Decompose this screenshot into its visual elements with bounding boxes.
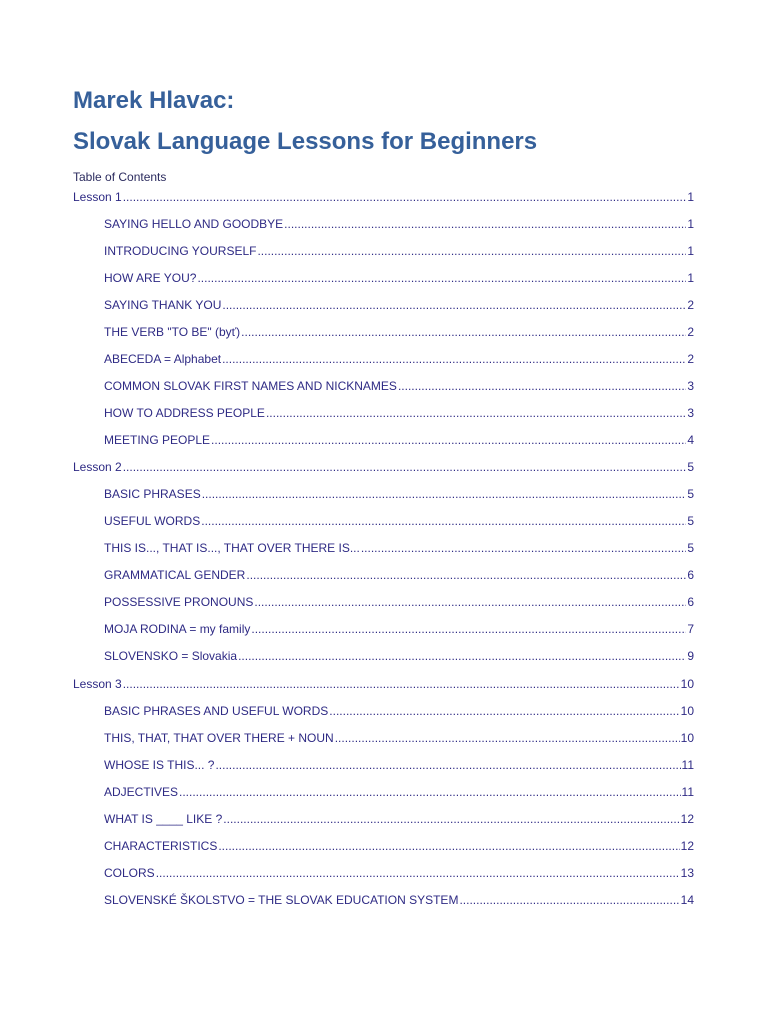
toc-dot-leader [201, 513, 686, 530]
toc-lesson-entry[interactable] [73, 189, 694, 206]
toc-entry-label: INTRODUCING YOURSELF [104, 244, 257, 258]
toc-dot-leader [215, 757, 680, 774]
toc-entry-label: SLOVENSKO = Slovakia [104, 649, 238, 663]
toc-page-number: 3 [687, 379, 694, 393]
toc-entry-label: GRAMMATICAL GENDER [104, 568, 246, 582]
toc-dot-leader [123, 676, 680, 693]
toc-entry-label: POSSESSIVE PRONOUNS [104, 595, 254, 609]
toc-entry-label: HOW TO ADDRESS PEOPLE [104, 406, 265, 420]
toc-entry-label: SAYING THANK YOU [104, 298, 222, 312]
toc-entry-label: MEETING PEOPLE [104, 433, 211, 447]
toc-entry-label: COMMON SLOVAK FIRST NAMES AND NICKNAMES [104, 379, 397, 393]
toc-entry-label: THIS, THAT, THAT OVER THERE + NOUN [104, 731, 334, 745]
toc-dot-leader [197, 270, 686, 287]
toc-page-number: 5 [687, 487, 694, 501]
toc-dot-leader [329, 703, 679, 720]
toc-page-number: 9 [687, 649, 694, 663]
toc-page-number: 13 [680, 866, 694, 880]
toc-dot-leader [156, 865, 680, 882]
toc-page-number: 7 [687, 622, 694, 636]
toc-dot-leader [284, 216, 686, 233]
document-title-author: Marek Hlavac: [73, 87, 235, 114]
toc-entry-label: HOW ARE YOU? [104, 271, 197, 285]
toc-entry-label: BASIC PHRASES [104, 487, 201, 501]
toc-page-number: 11 [681, 785, 694, 799]
toc-section-entry[interactable] [104, 405, 694, 422]
toc-dot-leader [202, 486, 687, 503]
toc-entry-label: Lesson 3 [73, 677, 122, 691]
toc-dot-leader [123, 189, 687, 206]
toc-page-number: 6 [687, 568, 694, 582]
toc-page-number: 5 [687, 460, 694, 474]
toc-dot-leader [241, 324, 686, 341]
toc-section-entry[interactable] [104, 594, 694, 611]
toc-page-number: 14 [680, 893, 694, 907]
document-title: Slovak Language Lessons for Beginners [73, 128, 538, 155]
toc-section-entry[interactable] [104, 892, 694, 909]
toc-page-number: 2 [687, 325, 694, 339]
toc-entry-label: THE VERB "TO BE" (byť) [104, 325, 241, 339]
toc-section-entry[interactable] [104, 730, 694, 747]
toc-page-number: 10 [680, 731, 694, 745]
toc-page-number: 1 [687, 217, 694, 231]
toc-page-number: 6 [687, 595, 694, 609]
toc-section-entry[interactable] [104, 270, 694, 287]
toc-page-number: 1 [687, 271, 694, 285]
toc-section-entry[interactable] [104, 811, 694, 828]
toc-dot-leader [251, 621, 686, 638]
toc-entry-label: USEFUL WORDS [104, 514, 201, 528]
toc-section-entry[interactable] [104, 378, 694, 395]
toc-section-entry[interactable] [104, 567, 694, 584]
toc-entry-label: MOJA RODINA = my family [104, 622, 251, 636]
toc-page-number: 1 [687, 190, 694, 204]
toc-page-number: 4 [687, 433, 694, 447]
toc-entry-label: CHARACTERISTICS [104, 839, 218, 853]
toc-entry-label: SLOVENSKÉ ŠKOLSTVO = THE SLOVAK EDUCATION SYSTEM [104, 893, 459, 907]
toc-page-number: 12 [680, 839, 694, 853]
toc-section-entry[interactable] [104, 324, 694, 341]
toc-dot-leader [335, 730, 680, 747]
toc-entry-label: ADJECTIVES [104, 785, 179, 799]
toc-entry-label: WHAT IS ____ LIKE ? [104, 812, 223, 826]
toc-entry-label: ABECEDA = Alphabet [104, 352, 222, 366]
toc-dot-leader [222, 351, 686, 368]
toc-page-number: 5 [687, 541, 694, 555]
toc-dot-leader [218, 838, 679, 855]
toc-section-entry[interactable] [104, 432, 694, 449]
toc-section-entry[interactable] [104, 621, 694, 638]
toc-entry-label: COLORS [104, 866, 155, 880]
toc-dot-leader [179, 784, 681, 801]
toc-dot-leader [222, 297, 686, 314]
toc-page-number: 10 [680, 704, 694, 718]
toc-dot-leader [238, 648, 686, 665]
toc-page-number: 11 [681, 758, 694, 772]
toc-dot-leader [398, 378, 686, 395]
toc-dot-leader [254, 594, 686, 611]
toc-entry-label: SAYING HELLO AND GOODBYE [104, 217, 284, 231]
toc-section-entry[interactable] [104, 243, 694, 260]
toc-lesson-entry[interactable] [73, 459, 694, 476]
toc-section-entry[interactable] [104, 297, 694, 314]
toc-section-entry[interactable] [104, 648, 694, 665]
toc-dot-leader [257, 243, 686, 260]
toc-dot-leader [223, 811, 679, 828]
toc-entry-label: Lesson 2 [73, 460, 122, 474]
toc-page-number: 5 [687, 514, 694, 528]
toc-section-entry[interactable] [104, 757, 694, 774]
toc-section-entry[interactable] [104, 540, 694, 557]
toc-dot-leader [361, 540, 686, 557]
toc-page-number: 12 [680, 812, 694, 826]
toc-dot-leader [266, 405, 686, 422]
toc-section-entry[interactable] [104, 216, 694, 233]
toc-dot-leader [246, 567, 686, 584]
toc-dot-leader [459, 892, 679, 909]
toc-section-entry[interactable] [104, 486, 694, 503]
toc-page-number: 2 [687, 352, 694, 366]
toc-section-entry[interactable] [104, 703, 694, 720]
toc-entry-label: BASIC PHRASES AND USEFUL WORDS [104, 704, 329, 718]
toc-section-entry[interactable] [104, 784, 694, 801]
toc-page-number: 10 [680, 677, 694, 691]
toc-section-entry[interactable] [104, 513, 694, 530]
toc-dot-leader [211, 432, 686, 449]
toc-heading: Table of Contents [73, 170, 167, 184]
toc-entry-label: THIS IS..., THAT IS..., THAT OVER THERE IS... [104, 541, 360, 555]
toc-lesson-entry[interactable] [73, 676, 694, 693]
toc-entry-label: WHOSE IS THIS... ? [104, 758, 215, 772]
toc-page-number: 2 [687, 298, 694, 312]
toc-entry-label: Lesson 1 [73, 190, 122, 204]
toc-dot-leader [123, 459, 687, 476]
toc-section-entry[interactable] [104, 838, 694, 855]
toc-page-number: 1 [687, 244, 694, 258]
toc-page-number: 3 [687, 406, 694, 420]
toc-section-entry[interactable] [104, 865, 694, 882]
toc-section-entry[interactable] [104, 351, 694, 368]
